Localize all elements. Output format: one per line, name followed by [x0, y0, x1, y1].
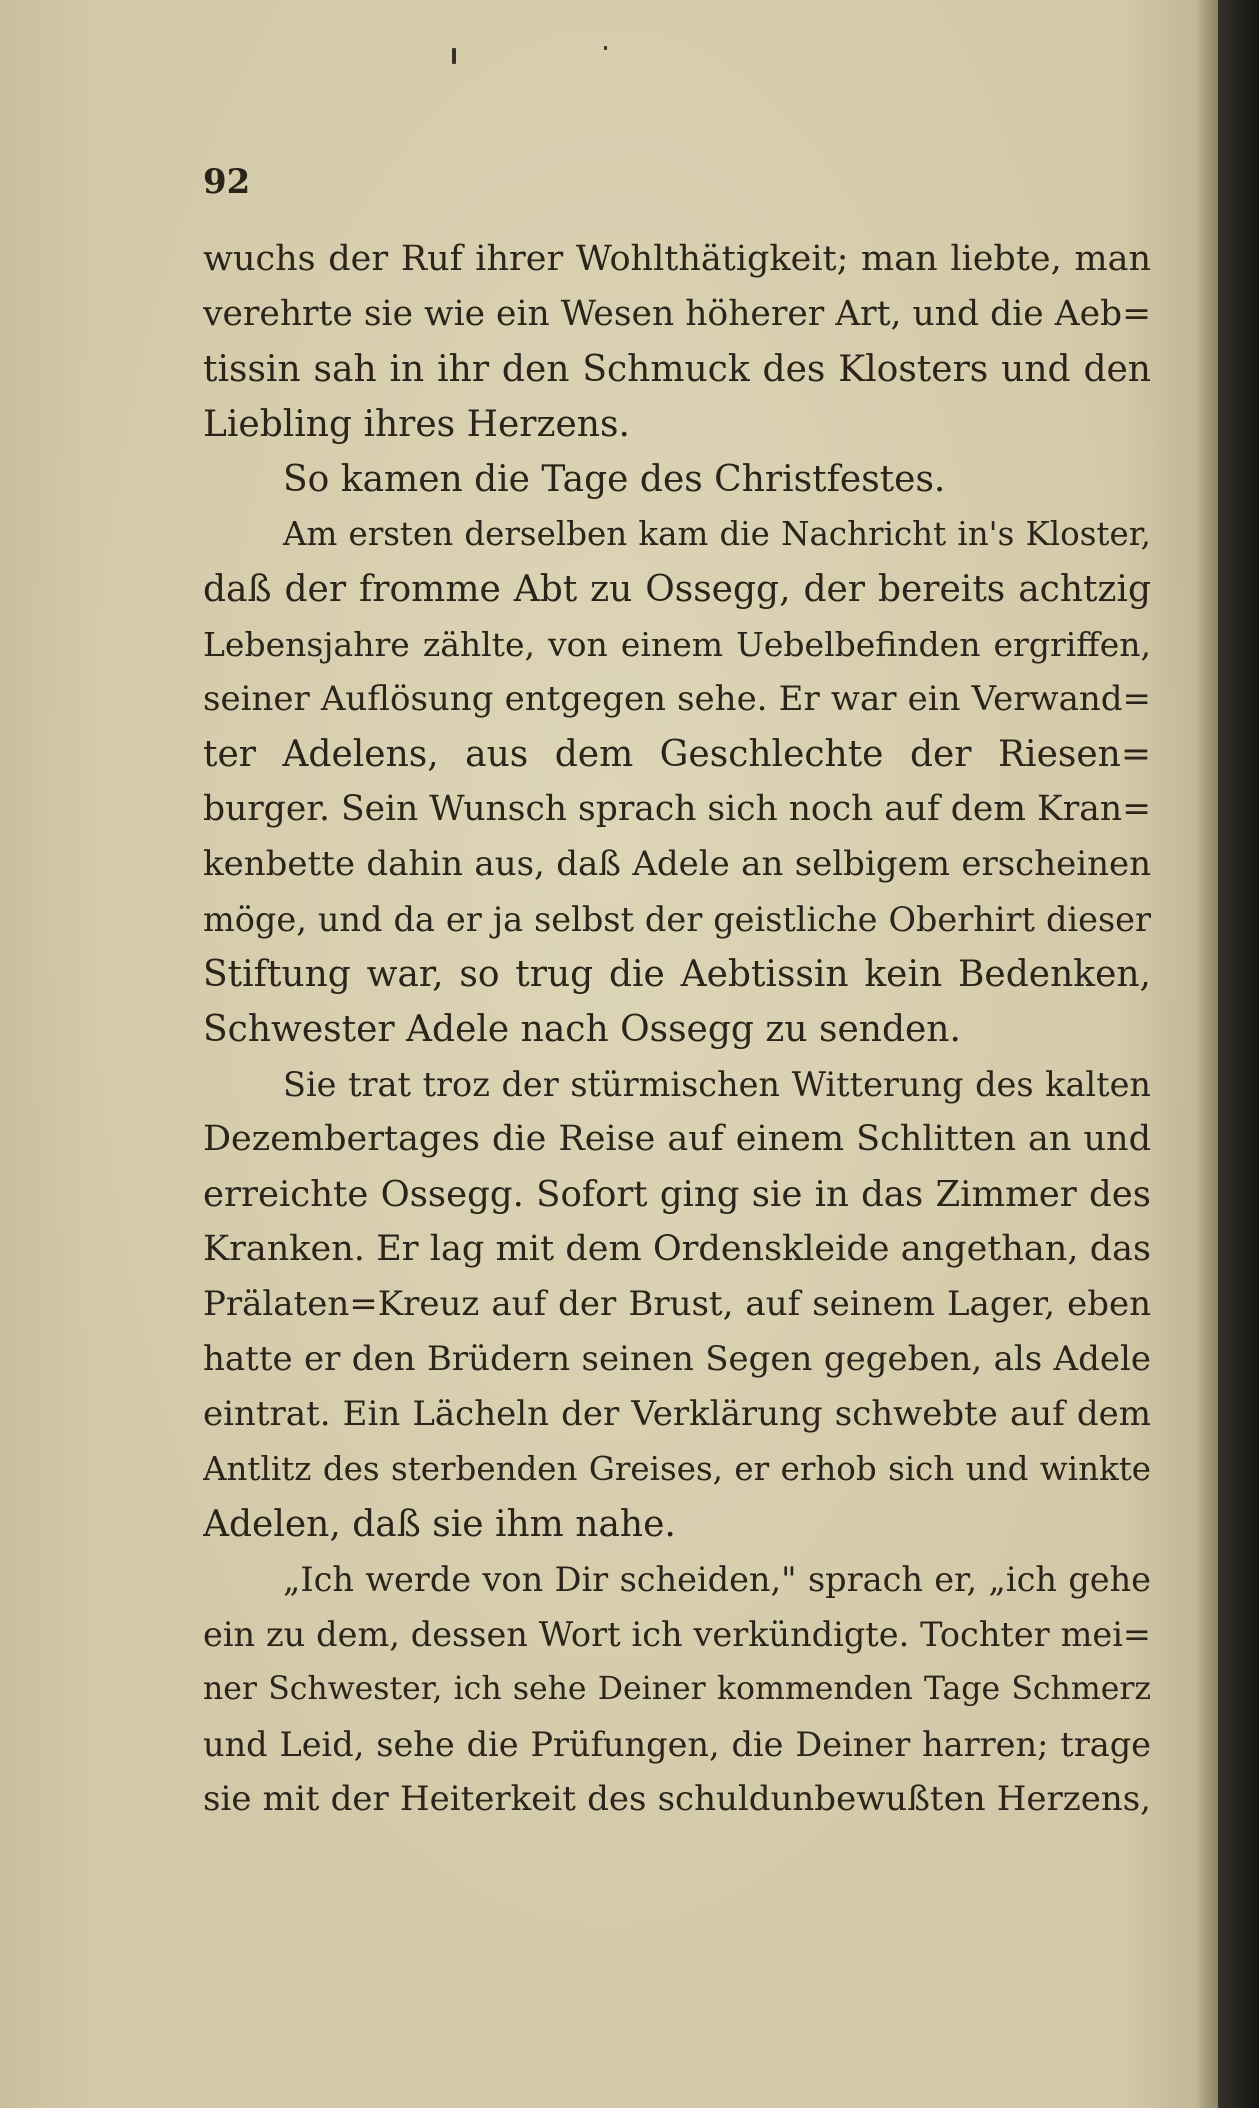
text-line: Adelen, daß sie ihm nahe. [203, 1504, 676, 1545]
text-line: Antlitz des sterbenden Greises, er erhob sich und winkte [203, 1450, 1151, 1488]
text-line: kenbette dahin aus, daß Adele an selbigem erscheinen [203, 844, 1151, 884]
text-line: Am ersten derselben kam die Nachricht in's Kloster, [283, 515, 1151, 553]
text-line: möge, und da er ja selbst der geistliche Oberhirt dieser [203, 900, 1151, 939]
page-number: 92 [203, 162, 251, 202]
text-line: So kamen die Tage des Christfestes. [283, 459, 946, 500]
text-line: Dezembertages die Reise auf einem Schlitten an und [203, 1119, 1151, 1159]
text-line: eintrat. Ein Lächeln der Verklärung schwebte auf dem [203, 1394, 1151, 1434]
text-line: burger. Sein Wunsch sprach sich noch auf dem Kran= [203, 789, 1151, 829]
ink-speck [604, 46, 607, 50]
text-line: hatte er den Brüdern seinen Segen gegeben, als Adele [203, 1339, 1151, 1379]
ink-speck [452, 48, 456, 64]
page-gutter [1196, 0, 1218, 2108]
text-line: Sie trat troz der stürmischen Witterung des kalten [283, 1065, 1151, 1104]
scan-edge [1218, 0, 1259, 2108]
text-line: ner Schwester, ich sehe Deiner kommenden Tage Schmerz [203, 1671, 1151, 1707]
text-line: erreichte Ossegg. Sofort ging sie in das Zimmer des [203, 1174, 1151, 1215]
text-line: seiner Auflösung entgegen sehe. Er war ein Verwand= [203, 679, 1151, 719]
text-line: Kranken. Er lag mit dem Ordenskleide angethan, das [203, 1229, 1151, 1269]
text-line: Lebensjahre zählte, von einem Uebelbefinden ergriffen, [203, 625, 1151, 664]
body-text [203, 232, 1151, 1827]
text-line: Stiftung war, so trug die Aebtissin kein Bedenken, [203, 954, 1151, 995]
text-line: ter Adelens, aus dem Geschlechte der Riesen= [203, 734, 1151, 775]
text-line: und Leid, sehe die Prüfungen, die Deiner harren; trage [203, 1725, 1151, 1764]
text-line: verehrte sie wie ein Wesen höherer Art, und die Aeb= [203, 294, 1151, 334]
text-line: sie mit der Heiterkeit des schuldunbewußten Herzens, [203, 1779, 1151, 1819]
text-line: ein zu dem, dessen Wort ich verkündigte. Tochter mei= [203, 1615, 1151, 1654]
text-line: Liebling ihres Herzens. [203, 404, 630, 445]
text-line: Schwester Adele nach Ossegg zu senden. [203, 1009, 961, 1050]
text-line: daß der fromme Abt zu Ossegg, der bereits achtzig [203, 569, 1151, 610]
text-line: wuchs der Ruf ihrer Wohlthätigkeit; man liebte, man [203, 239, 1151, 279]
text-line: „Ich werde von Dir scheiden," sprach er, „ich gehe [283, 1560, 1151, 1599]
text-line: tissin sah in ihr den Schmuck des Klosters und den [203, 349, 1151, 390]
text-line: Prälaten=Kreuz auf der Brust, auf seinem Lager, eben [203, 1284, 1151, 1324]
